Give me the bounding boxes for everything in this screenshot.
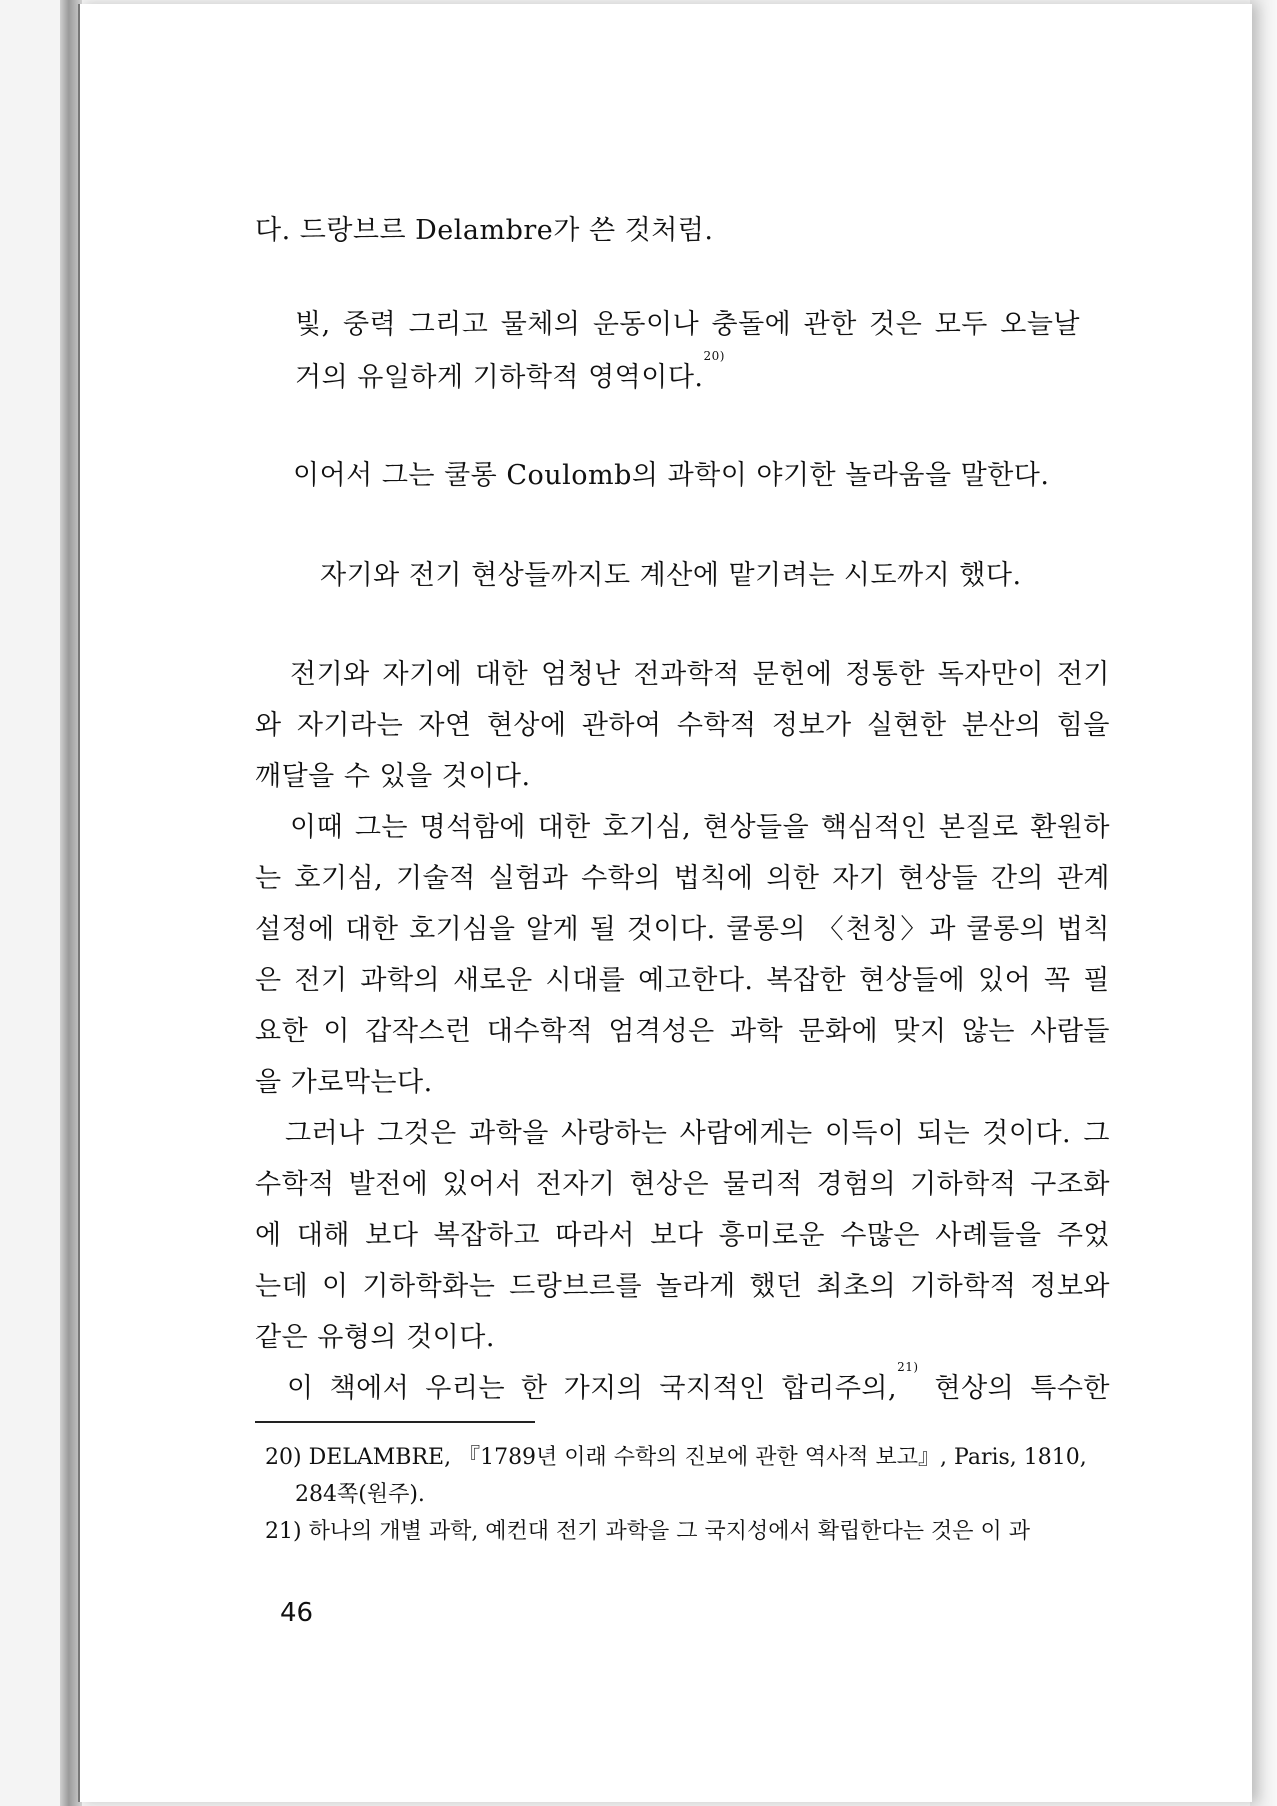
paragraph-line: 그러나 그것은 과학을 사랑하는 사람에게는 이득이 되는 것이다. 그	[285, 1118, 1110, 1149]
text-line: 다. 드랑브르 Delambre가 쓴 것처럼.	[255, 215, 714, 246]
paragraph-line: 전기와 자기에 대한 엄청난 전과학적 문헌에 정통한 독자만이 전기	[290, 659, 1110, 690]
blockquote-line: 빛, 중력 그리고 물체의 운동이나 충돌에 관한 것은 모두 오늘날	[295, 309, 1080, 340]
footnote-marker: 20)	[703, 349, 725, 363]
blockquote-text: 거의 유일하게 기하학적 영역이다.	[295, 362, 704, 393]
paragraph-line: 같은 유형의 것이다.	[255, 1322, 495, 1353]
paragraph-line: 수학적 발전에 있어서 전자기 현상은 물리적 경험의 기하학적 구조화	[255, 1169, 1110, 1200]
footnote-line: 20) DELAMBRE, 『1789년 이래 수학의 진보에 관한 역사적 보고』, Paris, 1810,	[265, 1445, 1087, 1470]
paragraph-line: 는데 이 기하학화는 드랑브르를 놀라게 했던 최초의 기하학적 정보와	[255, 1271, 1110, 1302]
paragraph-line: 요한 이 갑작스런 대수학적 엄격성은 과학 문화에 맞지 않는 사람들	[255, 1016, 1110, 1047]
footnote-separator	[255, 1421, 535, 1423]
blockquote-line	[295, 349, 1080, 394]
page-number: 46	[280, 1598, 314, 1628]
footnote-line: 284쪽(원주).	[295, 1482, 425, 1507]
paragraph-line: 이때 그는 명석함에 대한 호기심, 현상들을 핵심적인 본질로 환원하	[290, 812, 1110, 843]
page-right-edge	[1250, 0, 1277, 1806]
paragraph-line	[287, 1360, 1110, 1405]
paragraph-line: 는 호기심, 기술적 실험과 수학의 법칙에 의한 자기 현상들 간의 관계	[255, 863, 1110, 894]
paragraph-line: 설정에 대한 호기심을 알게 될 것이다. 쿨롱의 〈천칭〉과 쿨롱의 법칙	[255, 914, 1110, 945]
paragraph-line: 깨달을 수 있을 것이다.	[255, 761, 531, 792]
footnote-marker: 21)	[897, 1360, 919, 1374]
paragraph-line: 을 가로막는다.	[255, 1067, 433, 1098]
paragraph-line: 은 전기 과학의 새로운 시대를 예고한다. 복잡한 현상들에 있어 꼭 필	[255, 965, 1110, 996]
text-line: 이어서 그는 쿨롱 Coulomb의 과학이 야기한 놀라움을 말한다.	[293, 460, 1050, 491]
paragraph-text: 현상의 특수한	[934, 1373, 1110, 1404]
paragraph-text: 이 책에서 우리는 한 가지의 국지적인 합리주의,	[287, 1373, 898, 1404]
footnote-line: 21) 하나의 개별 과학, 예컨대 전기 과학을 그 국지성에서 확립한다는 것은 이 과	[265, 1519, 1031, 1544]
paragraph-line: 에 대해 보다 복잡하고 따라서 보다 흥미로운 수많은 사례들을 주었	[255, 1220, 1110, 1251]
blockquote-line: 자기와 전기 현상들까지도 계산에 맡기려는 시도까지 했다.	[320, 560, 1022, 591]
paragraph-line: 와 자기라는 자연 현상에 관하여 수학적 정보가 실현한 분산의 힘을	[255, 710, 1110, 741]
